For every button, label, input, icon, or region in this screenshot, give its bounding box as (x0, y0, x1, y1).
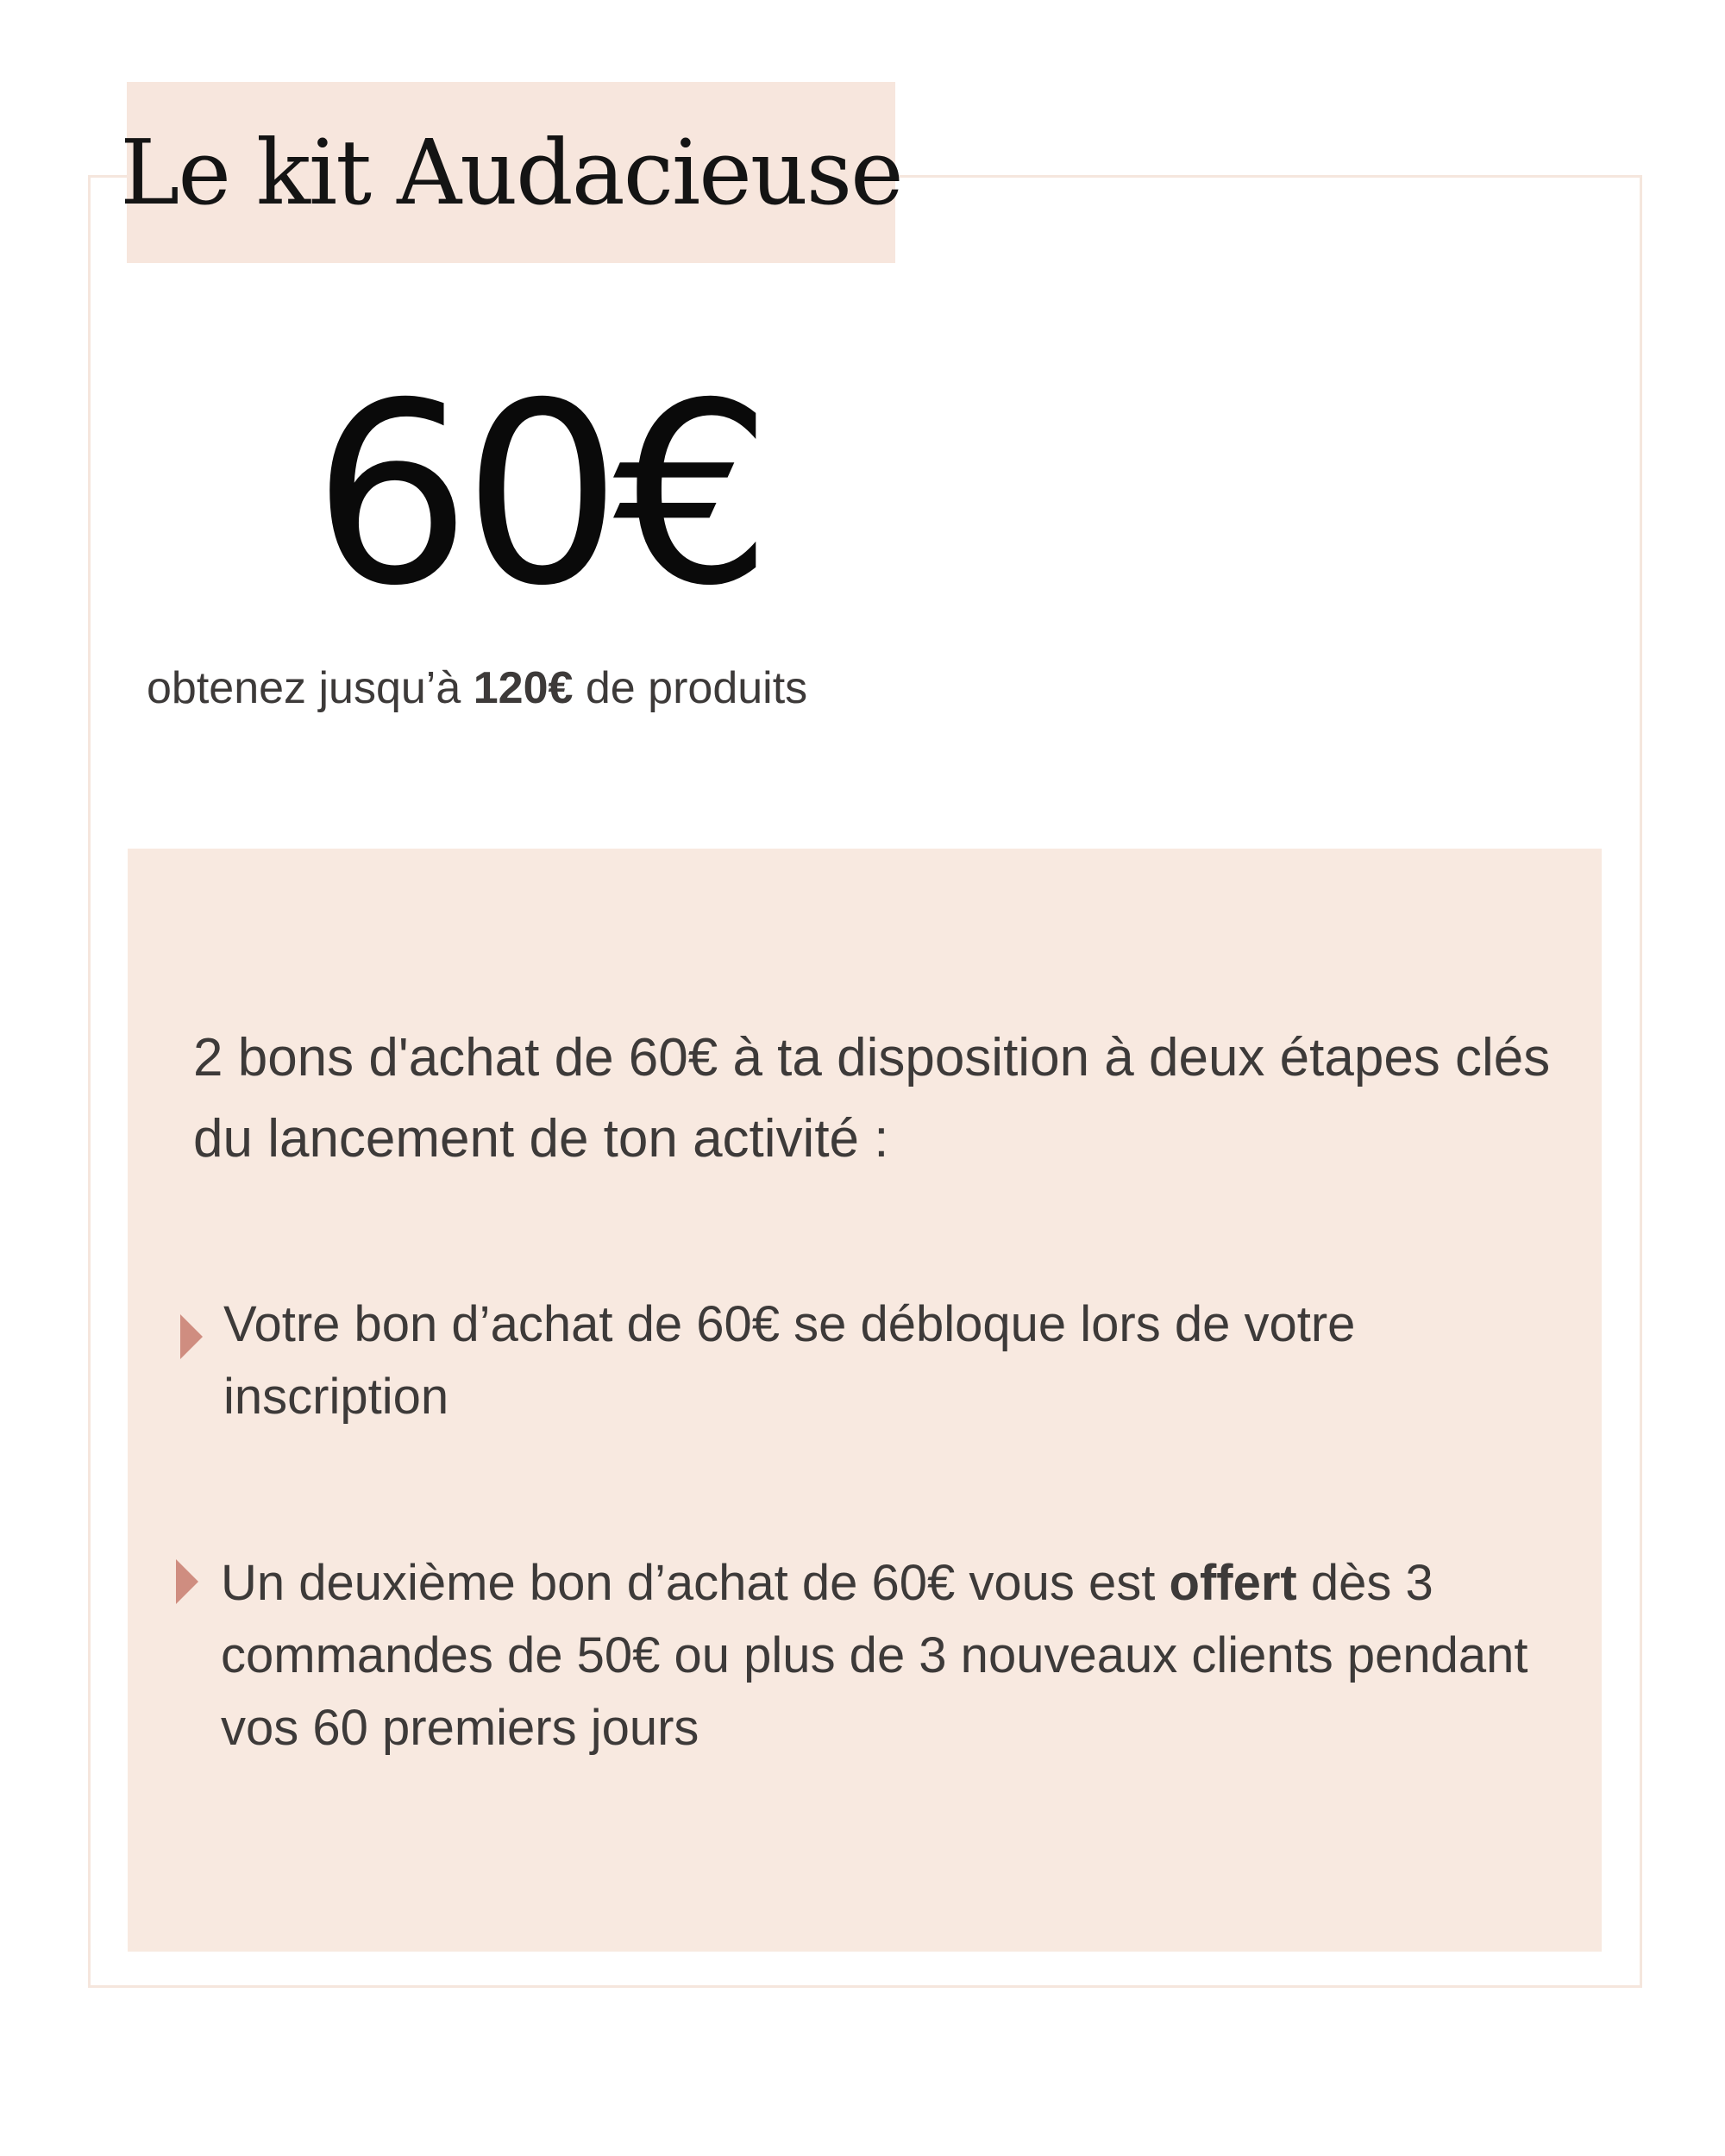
subline-suffix: de produits (573, 663, 808, 713)
subline-prefix: obtenez jusqu’à (147, 663, 474, 713)
price: 60€ (312, 350, 764, 641)
list-item-text-before: Un deuxième bon d’achat de 60€ vous est (221, 1555, 1170, 1611)
list-item-text-after: dès 3 commandes de 50€ ou plus de 3 nouveaux clients pendant vos 60 premiers jours (221, 1555, 1528, 1756)
price-subline (147, 662, 807, 714)
list-item-text-bold: offert (1169, 1555, 1297, 1611)
subline-amount: 120€ (473, 663, 574, 713)
title-banner (120, 82, 902, 263)
page-title: Le kit Audacieuse (120, 120, 902, 225)
triangle-right-icon (176, 1559, 198, 1604)
info-box (128, 849, 1602, 1952)
list-item-text (221, 1547, 1566, 1764)
info-lead: 2 bons d'achat de 60€ à ta disposition à deux étapes clés du lancement de ton activité : (193, 1028, 1551, 1169)
list-item-text (223, 1288, 1569, 1433)
triangle-right-icon (180, 1314, 203, 1359)
list-item-text-before: Votre bon d’achat de 60€ se débloque lors de votre inscription (223, 1296, 1356, 1425)
